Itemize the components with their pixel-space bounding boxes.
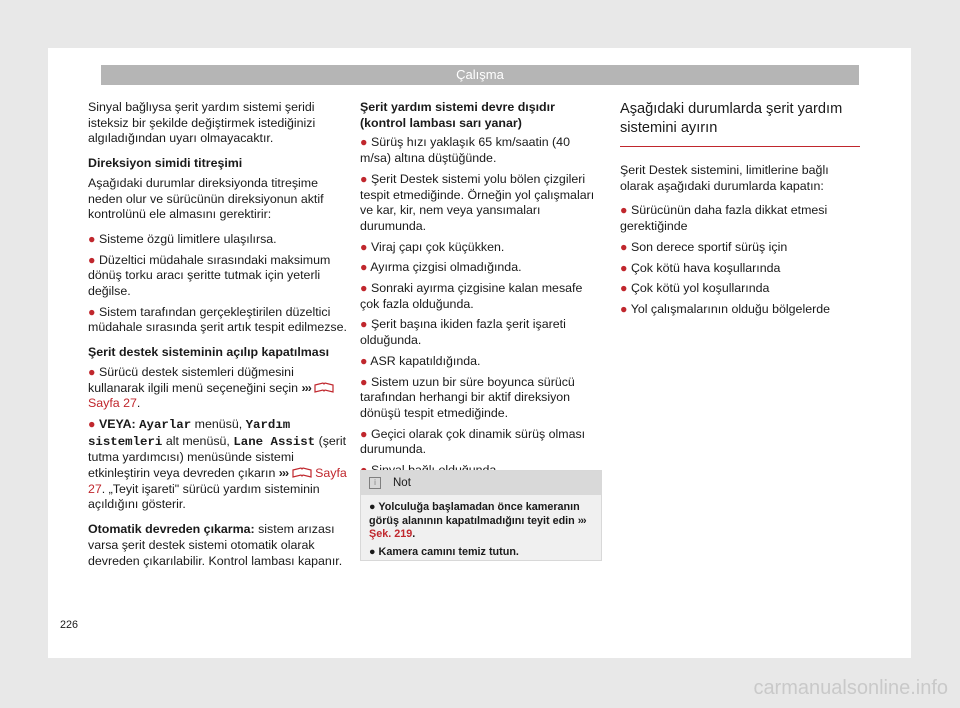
list-item <box>360 317 603 348</box>
list-item-text: Şerit başına ikiden fazla şerit işareti olduğunda. <box>360 317 566 348</box>
list-item-text: Çok kötü hava koşullarında <box>630 260 781 275</box>
column-left <box>88 100 350 578</box>
list-item-text: Viraj çapı çok küçükken. <box>370 239 505 254</box>
bullet-icon: ● <box>360 171 368 186</box>
note-item: ● Yolculuğa başlamadan önce kameranın görüş alanının kapatılmadığını teyit edin ››› Şek. 219. <box>369 501 586 541</box>
list-item-text: Çok kötü yol koşullarında <box>630 281 770 296</box>
list-item-text: Ayırma çizgisi olmadığında. <box>370 260 522 275</box>
paragraph: Sinyal bağlıysa şerit yardım sistemi şeridi isteksiz bir şekilde değiştirmek istediğinizi algıladığından uyarı olmayacaktır. <box>88 100 316 146</box>
text: (şerit tutma yardımcısı) menüsünde sistemi etkinleştirin veya devreden çıkarın <box>88 433 347 481</box>
column-right <box>620 100 860 323</box>
watermark: carmanualsonline.info <box>753 677 948 699</box>
list-item <box>620 240 860 256</box>
list-item-text: Sürücü destek sistemleri düğmesini kullanarak ilgili menü seçeneğini seçin <box>88 364 299 395</box>
note-item-text: Kamera camını temiz tutun. <box>378 546 519 559</box>
list-item-text: Düzeltici müdahale sırasındaki maksimum dönüş torku aracı şeritte tutmak için yeterli değilse. <box>88 252 331 299</box>
bullet-icon: ● <box>88 304 96 319</box>
section-title: Aşağıdaki durumlarda şerit yardım sistemini ayırın <box>620 100 860 147</box>
page-link[interactable]: Sayfa 27 <box>88 466 347 496</box>
menu-name: Ayarlar <box>139 417 192 432</box>
list-item <box>88 305 350 336</box>
list-item <box>88 232 350 248</box>
bullet-icon: ● <box>620 301 628 316</box>
list-item <box>360 375 603 422</box>
text: alt menüsü, <box>165 433 230 448</box>
figure-link[interactable]: Şek. 219 <box>369 528 413 541</box>
bullet-icon: ● <box>360 239 368 254</box>
list-item <box>360 427 603 458</box>
list-item-text: Sistem tarafından gerçekleştirilen düzeltici müdahale sırasında şerit artık tespit edilmezse. <box>88 304 347 335</box>
text: sistem arızası varsa şerit destek sistemi otomatik olarak devreden çıkarılabilir. Kontrol lambası kapanır. <box>88 522 343 568</box>
bullet-icon: ● <box>360 260 368 275</box>
list-item-text: ASR kapatıldığında. <box>370 353 481 368</box>
veya-label: VEYA: <box>98 416 136 431</box>
bullet-icon: ● <box>88 231 96 246</box>
list-item-text: Sisteme özgü limitlere ulaşılırsa. <box>98 231 277 246</box>
text: . „Teyit işareti" sürücü yardım sisteminin açıldığını gösterir. <box>88 481 320 512</box>
subheading: Direksiyon simidi titreşimi <box>88 156 243 171</box>
list-item <box>88 253 350 300</box>
bullet-icon: ● <box>88 364 96 379</box>
bullet-icon: ● <box>360 426 368 441</box>
note-item-text: Yolculuğa başlamadan önce kameranın görüş alanının kapatılmadığını teyit edin <box>369 501 580 527</box>
book-icon <box>292 467 312 478</box>
bullet-icon: ● <box>360 281 368 296</box>
subheading: Şerit yardım sistemi devre dışıdır (kontrol lambası sarı yanar) <box>360 100 555 130</box>
bullet-icon: ● <box>620 203 628 218</box>
bullet-icon: ● <box>88 252 96 267</box>
list-item-text: Sistem uzun bir süre boyunca sürücü tarafından herhangi bir aktif direksiyon dönüşü tespit etmediğinde. <box>360 374 575 420</box>
list-item-text: Son derece sportif sürüş için <box>630 239 788 254</box>
list-item <box>360 135 603 166</box>
bullet-icon: ● <box>88 416 96 431</box>
list-item <box>360 281 603 312</box>
list-item <box>360 354 603 370</box>
bullet-icon: ● <box>620 239 628 254</box>
list-item <box>88 365 350 412</box>
note-item: ● Kamera camını temiz tutun. <box>369 546 519 559</box>
subheading: Şerit destek sisteminin açılıp kapatılması <box>88 345 330 360</box>
paragraph: Şerit Destek sistemini, limitlerine bağlı olarak aşağıdaki durumlarda kapatın: <box>620 163 829 193</box>
list-item-text: Yol çalışmalarının olduğu bölgelerde <box>630 301 831 316</box>
list-item <box>620 281 860 297</box>
inline-heading: Otomatik devreden çıkarma: <box>88 522 255 537</box>
bullet-icon: ● <box>620 281 628 296</box>
bullet-icon: ● <box>360 135 368 150</box>
section-header: Çalışma <box>101 65 859 85</box>
page-link[interactable]: Sayfa 27 <box>88 396 137 411</box>
info-icon: i <box>369 477 381 489</box>
punct: . <box>136 396 141 411</box>
punct: . <box>412 528 416 541</box>
list-item-text: Sürüş hızı yaklaşık 65 km/saatin (40 m/sa) altına düştüğünde. <box>360 135 570 166</box>
bullet-icon: ● <box>360 317 368 332</box>
page-number: 226 <box>60 619 79 631</box>
note-header <box>361 471 601 495</box>
reference-arrows: ››› <box>278 466 289 481</box>
bullet-icon: ● <box>620 260 628 275</box>
reference-arrows: ››› <box>301 380 311 395</box>
note-title: Not <box>393 477 411 489</box>
list-item <box>88 417 350 513</box>
column-middle <box>360 100 603 484</box>
text: menüsü, <box>194 416 243 431</box>
list-item-text: Sonraki ayırma çizgisine kalan mesafe çok fazla olduğunda. <box>360 281 583 311</box>
list-item-text: Geçici olarak çok dinamik sürüş olması durumunda. <box>360 426 586 457</box>
list-item <box>360 240 603 256</box>
list-item-text: Şerit Destek sistemi yolu bölen çizgileri tespit etmediğinde. Örneğin yol çalışmaları ve kar, kir, nem veya yansımaları durumunda. <box>360 171 595 233</box>
reference-arrows: ››› <box>577 514 586 527</box>
note-body <box>361 495 601 570</box>
paragraph: Aşağıdaki durumlar direksiyonda titreşime neden olur ve sürücünün direksiyonun aktif kontrolünü ele almasını gerektirir: <box>88 175 324 222</box>
book-icon <box>314 382 334 393</box>
bullet-icon: ● <box>360 374 368 389</box>
menu-name: Lane Assist <box>233 434 316 449</box>
paragraph <box>88 522 350 569</box>
note-box <box>360 470 602 561</box>
list-item <box>620 203 860 234</box>
list-item <box>360 172 603 235</box>
bullet-icon: ● <box>360 353 368 368</box>
menu-name: Yardım sistemleri <box>88 417 291 449</box>
list-item-text: Sürücünün daha fazla dikkat etmesi gerektiğinde <box>620 203 828 234</box>
list-item <box>360 260 603 276</box>
list-item <box>620 302 860 318</box>
list-item <box>620 261 860 277</box>
